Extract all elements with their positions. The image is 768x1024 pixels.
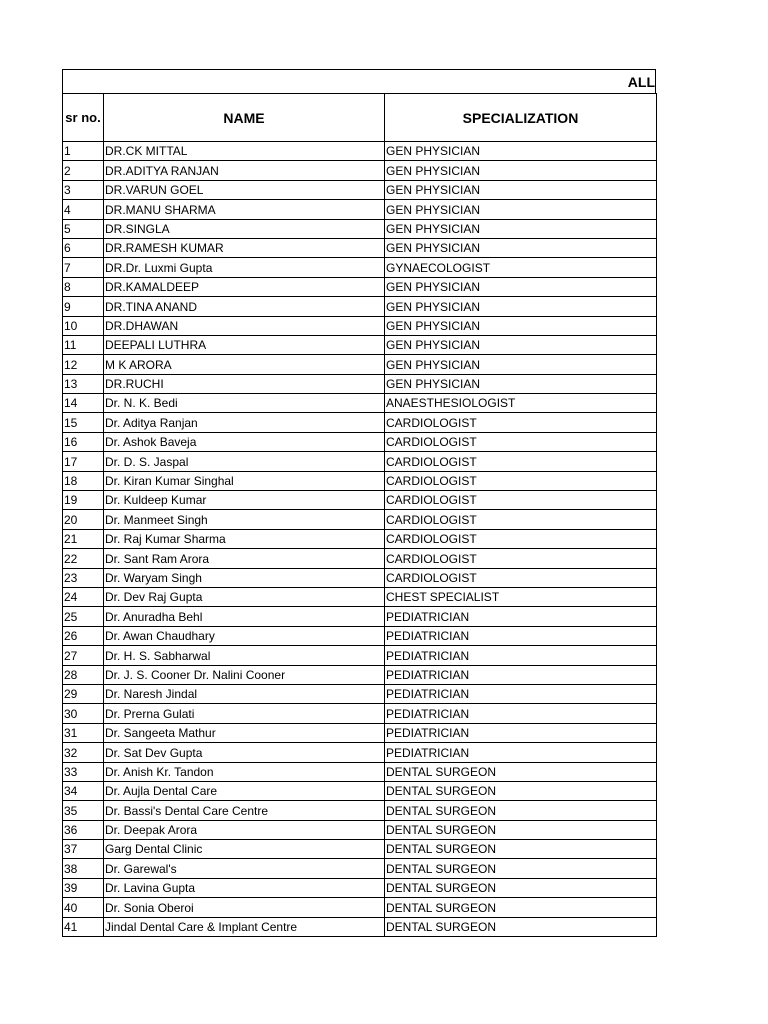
cell-sr-no: 40 xyxy=(63,898,104,917)
cell-sr-no: 5 xyxy=(63,219,104,238)
cell-specialization: DENTAL SURGEON xyxy=(385,878,657,897)
table-row xyxy=(63,587,657,606)
cell-specialization: PEDIATRICIAN xyxy=(385,626,657,645)
cell-specialization: ANAESTHESIOLOGIST xyxy=(385,394,657,413)
cell-specialization: CARDIOLOGIST xyxy=(385,549,657,568)
cell-sr-no: 11 xyxy=(63,335,104,354)
cell-specialization: CHEST SPECIALIST xyxy=(385,587,657,606)
cell-name: Dr. Waryam Singh xyxy=(104,568,385,587)
cell-specialization: DENTAL SURGEON xyxy=(385,820,657,839)
cell-name: DR.TINA ANAND xyxy=(104,297,385,316)
cell-name: Dr. Anish Kr. Tandon xyxy=(104,762,385,781)
cell-name: Dr. Manmeet Singh xyxy=(104,510,385,529)
table-row xyxy=(63,898,657,917)
cell-name: Dr. Sonia Oberoi xyxy=(104,898,385,917)
cell-sr-no: 21 xyxy=(63,529,104,548)
table-row xyxy=(63,200,657,219)
cell-name: Dr. N. K. Bedi xyxy=(104,394,385,413)
cell-sr-no: 22 xyxy=(63,549,104,568)
cell-sr-no: 33 xyxy=(63,762,104,781)
cell-sr-no: 18 xyxy=(63,471,104,490)
cell-name: Dr. Anuradha Behl xyxy=(104,607,385,626)
cell-name: DR.SINGLA xyxy=(104,219,385,238)
cell-name: DR.ADITYA RANJAN xyxy=(104,161,385,180)
table-row xyxy=(63,180,657,199)
cell-specialization: GEN PHYSICIAN xyxy=(385,219,657,238)
cell-specialization: CARDIOLOGIST xyxy=(385,491,657,510)
cell-name: DR.RUCHI xyxy=(104,374,385,393)
cell-specialization: DENTAL SURGEON xyxy=(385,859,657,878)
title-row xyxy=(62,69,656,93)
table-row xyxy=(63,297,657,316)
table-row xyxy=(63,820,657,839)
table-row xyxy=(63,277,657,296)
table-row xyxy=(63,568,657,587)
table-row xyxy=(63,529,657,548)
cell-name: Dr. J. S. Cooner Dr. Nalini Cooner xyxy=(104,665,385,684)
cell-specialization: PEDIATRICIAN xyxy=(385,646,657,665)
cell-sr-no: 6 xyxy=(63,238,104,257)
cell-name: Dr. Prerna Gulati xyxy=(104,704,385,723)
cell-sr-no: 25 xyxy=(63,607,104,626)
cell-sr-no: 12 xyxy=(63,355,104,374)
table-row xyxy=(63,510,657,529)
table-row xyxy=(63,394,657,413)
cell-specialization: CARDIOLOGIST xyxy=(385,471,657,490)
cell-sr-no: 14 xyxy=(63,394,104,413)
cell-sr-no: 4 xyxy=(63,200,104,219)
table-row xyxy=(63,258,657,277)
cell-sr-no: 2 xyxy=(63,161,104,180)
cell-name: DR.Dr. Luxmi Gupta xyxy=(104,258,385,277)
cell-name: Dr. Ashok Baveja xyxy=(104,432,385,451)
header-row xyxy=(63,94,657,142)
cell-name: M K ARORA xyxy=(104,355,385,374)
cell-sr-no: 13 xyxy=(63,374,104,393)
cell-specialization: GEN PHYSICIAN xyxy=(385,238,657,257)
cell-specialization: GEN PHYSICIAN xyxy=(385,316,657,335)
cell-specialization: PEDIATRICIAN xyxy=(385,743,657,762)
cell-specialization: DENTAL SURGEON xyxy=(385,801,657,820)
cell-sr-no: 30 xyxy=(63,704,104,723)
cell-name: Dr. Naresh Jindal xyxy=(104,684,385,703)
cell-sr-no: 19 xyxy=(63,491,104,510)
cell-sr-no: 26 xyxy=(63,626,104,645)
cell-sr-no: 27 xyxy=(63,646,104,665)
header-specialization: SPECIALIZATION xyxy=(385,94,657,142)
cell-sr-no: 35 xyxy=(63,801,104,820)
cell-specialization: PEDIATRICIAN xyxy=(385,704,657,723)
table-row xyxy=(63,684,657,703)
table-row xyxy=(63,859,657,878)
cell-specialization: CARDIOLOGIST xyxy=(385,452,657,471)
table-row xyxy=(63,723,657,742)
cell-name: Dr. Sangeeta Mathur xyxy=(104,723,385,742)
cell-specialization: CARDIOLOGIST xyxy=(385,529,657,548)
table-row xyxy=(63,840,657,859)
cell-sr-no: 16 xyxy=(63,432,104,451)
cell-specialization: DENTAL SURGEON xyxy=(385,898,657,917)
cell-name: Dr. Deepak Arora xyxy=(104,820,385,839)
table-row xyxy=(63,607,657,626)
cell-sr-no: 15 xyxy=(63,413,104,432)
cell-name: DR.CK MITTAL xyxy=(104,142,385,161)
cell-name: Dr. H. S. Sabharwal xyxy=(104,646,385,665)
table-row xyxy=(63,452,657,471)
cell-sr-no: 36 xyxy=(63,820,104,839)
table-row xyxy=(63,335,657,354)
cell-name: Dr. Awan Chaudhary xyxy=(104,626,385,645)
cell-name: DR.RAMESH KUMAR xyxy=(104,238,385,257)
table-row xyxy=(63,142,657,161)
doctor-table xyxy=(62,93,657,937)
cell-name: DEEPALI LUTHRA xyxy=(104,335,385,354)
cell-name: Dr. Lavina Gupta xyxy=(104,878,385,897)
doctor-list-sheet xyxy=(62,69,656,937)
cell-sr-no: 37 xyxy=(63,840,104,859)
cell-specialization: GEN PHYSICIAN xyxy=(385,142,657,161)
cell-name: Dr. Sant Ram Arora xyxy=(104,549,385,568)
table-row xyxy=(63,665,657,684)
cell-specialization: PEDIATRICIAN xyxy=(385,607,657,626)
table-row xyxy=(63,917,657,936)
cell-sr-no: 20 xyxy=(63,510,104,529)
cell-specialization: CARDIOLOGIST xyxy=(385,413,657,432)
cell-specialization: GEN PHYSICIAN xyxy=(385,335,657,354)
table-row xyxy=(63,704,657,723)
cell-specialization: PEDIATRICIAN xyxy=(385,723,657,742)
cell-sr-no: 1 xyxy=(63,142,104,161)
cell-sr-no: 41 xyxy=(63,917,104,936)
cell-name: Dr. Aditya Ranjan xyxy=(104,413,385,432)
cell-specialization: PEDIATRICIAN xyxy=(385,684,657,703)
cell-name: Dr. Aujla Dental Care xyxy=(104,781,385,800)
table-row xyxy=(63,762,657,781)
cell-sr-no: 29 xyxy=(63,684,104,703)
table-body xyxy=(63,142,657,937)
cell-name: Jindal Dental Care & Implant Centre xyxy=(104,917,385,936)
table-row xyxy=(63,432,657,451)
table-row xyxy=(63,549,657,568)
cell-name: Dr. Sat Dev Gupta xyxy=(104,743,385,762)
table-row xyxy=(63,801,657,820)
cell-name: Dr. Kuldeep Kumar xyxy=(104,491,385,510)
cell-specialization: DENTAL SURGEON xyxy=(385,840,657,859)
cell-specialization: CARDIOLOGIST xyxy=(385,432,657,451)
cell-sr-no: 23 xyxy=(63,568,104,587)
cell-specialization: GEN PHYSICIAN xyxy=(385,200,657,219)
cell-sr-no: 17 xyxy=(63,452,104,471)
cell-specialization: CARDIOLOGIST xyxy=(385,510,657,529)
cell-specialization: GEN PHYSICIAN xyxy=(385,277,657,296)
cell-specialization: PEDIATRICIAN xyxy=(385,665,657,684)
header-sr-no: sr no. xyxy=(63,94,104,142)
cell-sr-no: 32 xyxy=(63,743,104,762)
cell-specialization: GEN PHYSICIAN xyxy=(385,180,657,199)
cell-specialization: DENTAL SURGEON xyxy=(385,781,657,800)
cell-name: DR.KAMALDEEP xyxy=(104,277,385,296)
cell-name: Dr. Garewal's xyxy=(104,859,385,878)
cell-name: Dr. D. S. Jaspal xyxy=(104,452,385,471)
cell-sr-no: 34 xyxy=(63,781,104,800)
table-row xyxy=(63,355,657,374)
table-row xyxy=(63,491,657,510)
sheet-title: ALL xyxy=(627,74,655,90)
cell-sr-no: 8 xyxy=(63,277,104,296)
cell-specialization: GYNAECOLOGIST xyxy=(385,258,657,277)
cell-name: DR.VARUN GOEL xyxy=(104,180,385,199)
cell-sr-no: 38 xyxy=(63,859,104,878)
cell-sr-no: 39 xyxy=(63,878,104,897)
cell-specialization: GEN PHYSICIAN xyxy=(385,355,657,374)
cell-specialization: GEN PHYSICIAN xyxy=(385,297,657,316)
table-row xyxy=(63,161,657,180)
table-row xyxy=(63,743,657,762)
table-row xyxy=(63,646,657,665)
cell-name: Dr. Raj Kumar Sharma xyxy=(104,529,385,548)
header-name: NAME xyxy=(104,94,385,142)
cell-specialization: CARDIOLOGIST xyxy=(385,568,657,587)
cell-sr-no: 31 xyxy=(63,723,104,742)
cell-specialization: GEN PHYSICIAN xyxy=(385,374,657,393)
cell-name: Dr. Dev Raj Gupta xyxy=(104,587,385,606)
cell-specialization: DENTAL SURGEON xyxy=(385,917,657,936)
cell-name: DR.DHAWAN xyxy=(104,316,385,335)
table-row xyxy=(63,316,657,335)
table-row xyxy=(63,219,657,238)
cell-name: DR.MANU SHARMA xyxy=(104,200,385,219)
table-row xyxy=(63,374,657,393)
cell-sr-no: 24 xyxy=(63,587,104,606)
cell-sr-no: 9 xyxy=(63,297,104,316)
cell-name: Garg Dental Clinic xyxy=(104,840,385,859)
table-row xyxy=(63,471,657,490)
cell-specialization: DENTAL SURGEON xyxy=(385,762,657,781)
table-row xyxy=(63,781,657,800)
cell-name: Dr. Bassi's Dental Care Centre xyxy=(104,801,385,820)
cell-sr-no: 28 xyxy=(63,665,104,684)
cell-specialization: GEN PHYSICIAN xyxy=(385,161,657,180)
table-row xyxy=(63,413,657,432)
table-row xyxy=(63,626,657,645)
cell-name: Dr. Kiran Kumar Singhal xyxy=(104,471,385,490)
table-row xyxy=(63,238,657,257)
table-row xyxy=(63,878,657,897)
cell-sr-no: 7 xyxy=(63,258,104,277)
cell-sr-no: 3 xyxy=(63,180,104,199)
cell-sr-no: 10 xyxy=(63,316,104,335)
